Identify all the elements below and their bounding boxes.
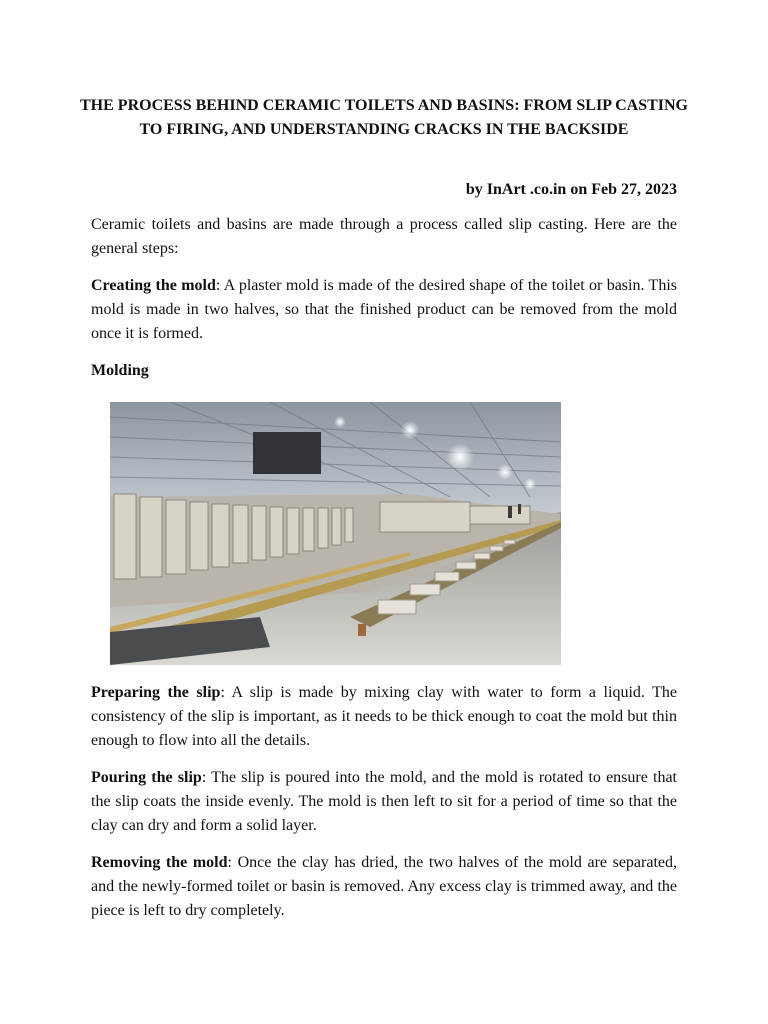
step-text: : A slip is made by mixing clay with water to form a liquid. The consistency of the slip is important, as it needs to be thick enough to coat the mold but thin enough to flow into all the details. [91, 684, 678, 749]
intro-paragraph: Ceramic toilets and basins are made through a process called slip casting. Here are the general steps: [91, 216, 677, 257]
step-pouring-slip [91, 766, 677, 838]
step-creating-mold [91, 274, 677, 346]
step-label: Removing the mold [91, 854, 228, 871]
section-heading-molding: Molding [91, 362, 149, 379]
document-title: THE PROCESS BEHIND CERAMIC TOILETS AND BASINS: FROM SLIP CASTING TO FIRING, AND UNDERSTANDING CRACKS IN THE BACKSIDE [80, 97, 688, 138]
factory-casting-line-photo [110, 402, 561, 665]
step-preparing-slip [91, 681, 677, 753]
step-text: : Once the clay has dried, the two halves of the mold are separated, and the newly-formed toilet or basin is removed. Any excess clay is trimmed away, and the piece is left to dry completely. [91, 854, 678, 919]
byline: by InArt .co.in on Feb 27, 2023 [465, 181, 677, 198]
step-label: Preparing the slip [91, 684, 221, 701]
step-label: Creating the mold [91, 277, 216, 294]
step-removing-mold [91, 851, 677, 923]
step-text: : The slip is poured into the mold, and the mold is rotated to ensure that the slip coats the inside evenly. The mold is then left to sit for a period of time so that the clay can dry and form a solid layer. [91, 769, 678, 834]
step-label: Pouring the slip [91, 769, 202, 786]
step-text: : A plaster mold is made of the desired shape of the toilet or basin. This mold is made in two halves, so that the finished product can be removed from the mold once it is formed. [91, 277, 677, 342]
